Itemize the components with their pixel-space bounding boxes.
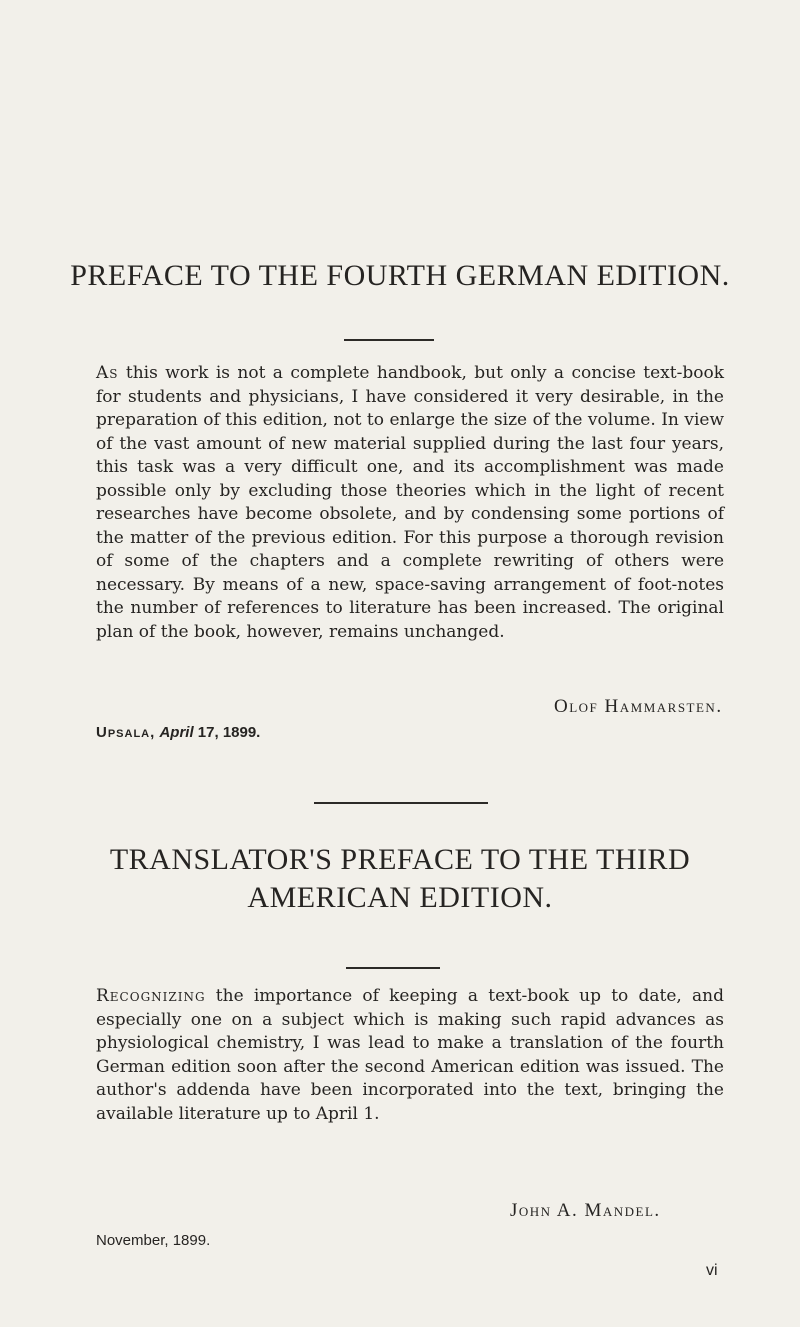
preface-fourth-german-body xyxy=(96,362,724,644)
translator-lead-word: Recognizing xyxy=(96,986,206,1006)
dateline-place: Upsala, xyxy=(96,724,156,741)
translator-preface-title-line2: AMERICAN EDITION. xyxy=(247,881,553,914)
dateline-date: 17, 1899. xyxy=(197,724,261,741)
title-divider-rule xyxy=(344,339,434,341)
preface-lead-word: As xyxy=(96,363,119,383)
preface-dateline xyxy=(96,724,260,741)
translator-preface-body xyxy=(96,985,724,1126)
translator-preface-title-line1: TRANSLATOR'S PREFACE TO THE THIRD xyxy=(109,843,691,876)
dateline-month: April xyxy=(159,724,194,741)
author-signature: Olof Hammarsten. xyxy=(554,696,723,717)
translator-body-text: the importance of keeping a text-book up to date, and especially one on a subject which is making such rapid advances as physiological chemistry, I was lead to make a translation of the fourth German edition soon after the second American edition was issued. The author's addenda have been incorporated into the text, bringing the available literature up to April 1. xyxy=(96,986,724,1124)
preface-body-text: this work is not a complete handbook, but only a concise text-book for students and physicians, I have considered it very desirable, in the preparation of this edition, not to enlarge the size of the volume. In view of the vast amount of new material supplied during the last four years, this task was a very difficult one, and its accomplishment was made possible only by excluding those theories which in the light of recent researches have become obsolete, and by condensing some portions of the matter of the previous edition. For this purpose a thorough revision of some of the chapters and a complete rewriting of others were necessary. By means of a new, space-saving arrangement of foot-notes the number of references to literature has been increased. The original plan of the book, however, remains unchanged. xyxy=(96,363,724,642)
section-divider-rule xyxy=(314,802,488,804)
page-number: vi xyxy=(706,1262,718,1279)
preface-fourth-german-title: PREFACE TO THE FOURTH GERMAN EDITION. xyxy=(70,259,730,292)
translator-date: November, 1899. xyxy=(96,1232,211,1249)
translator-signature: John A. Mandel. xyxy=(510,1200,661,1221)
title-divider-rule xyxy=(346,967,440,969)
